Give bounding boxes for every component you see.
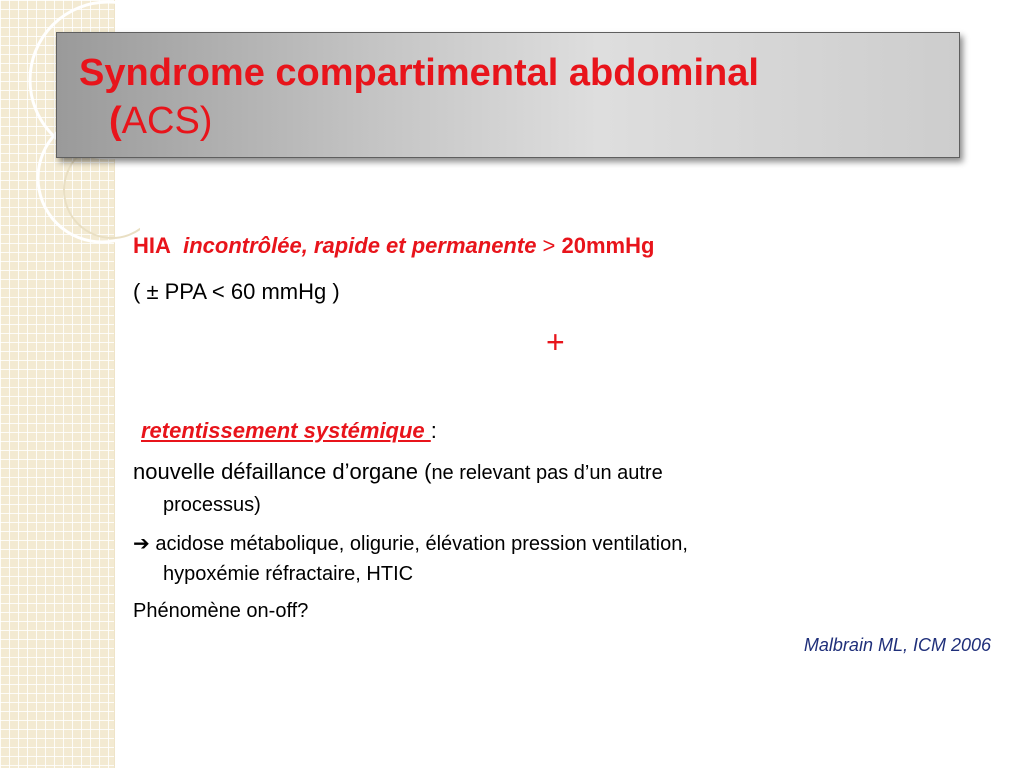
new-failure-main: nouvelle défaillance d’organe ( <box>133 459 432 484</box>
title-line-1: Syndrome compartimental abdominal <box>79 52 759 94</box>
systemic-impact <box>141 418 437 444</box>
hia-definition <box>133 233 654 259</box>
title-acs: ACS) <box>121 100 213 142</box>
new-organ-failure <box>133 459 663 486</box>
hia-gt: > <box>536 233 562 258</box>
arrow-icon: ➔ <box>133 533 150 555</box>
systemic-label: retentissement systémique <box>141 418 431 443</box>
title-banner <box>56 32 960 158</box>
title-paren: ( <box>109 100 122 142</box>
consequences-text-1: acidose métabolique, oligurie, élévation pression ventilation, <box>155 533 688 555</box>
hia-threshold: 20mmHg <box>561 233 655 258</box>
hia-label: HIA <box>133 233 171 258</box>
consequences-line-1 <box>133 531 688 557</box>
systemic-colon: : <box>430 418 437 443</box>
consequences-line-2: hypoxémie réfractaire, HTIC <box>163 563 414 585</box>
phenomenon-question: Phénomène on-off? <box>133 600 309 622</box>
plus-sign: + <box>546 324 565 360</box>
title-line-2 <box>79 97 939 145</box>
citation: Malbrain ML, ICM 2006 <box>803 635 991 655</box>
ppa-condition: ( ± PPA < 60 mmHg ) <box>133 279 340 304</box>
slide-title <box>79 49 939 145</box>
new-failure-continuation: processus) <box>163 494 261 516</box>
hia-qualifier: incontrôlée, rapide et permanente <box>183 233 537 258</box>
new-failure-detail: ne relevant pas d’un autre <box>431 462 663 484</box>
